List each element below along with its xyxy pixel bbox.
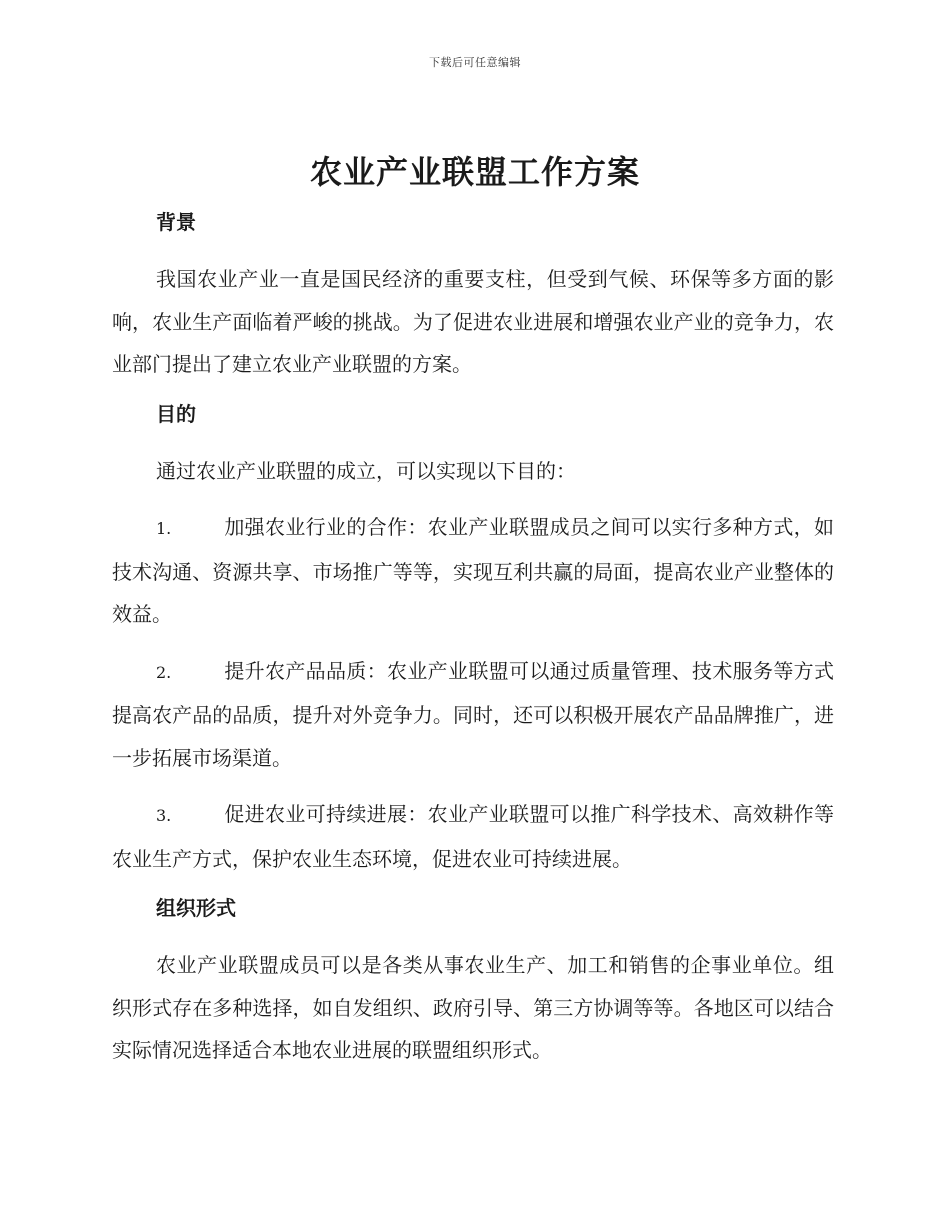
list-item-text: 提升农产品品质：农业产业联盟可以通过质量管理、技术服务等方式提高农产品的品质，提升对外竞争力。同时，还可以积极开展农产品品牌推广，进一步拓展市场渠道。 [112,658,834,770]
purpose-intro: 通过农业产业联盟的成立，可以实现以下目的： [156,458,576,483]
list-item-text: 促进农业可持续进展：农业产业联盟可以推广科学技术、高效耕作等农业生产方式，保护农业生态环境，促进农业可持续进展。 [112,802,834,871]
document-body [112,200,834,1086]
list-item-text: 加强农业行业的合作：农业产业联盟成员之间可以实行多种方式，如技术沟通、资源共享、市场推广等等，实现互利共赢的局面，提高农业产业整体的效益。 [112,515,834,626]
section-heading-background: 背景 [156,210,196,234]
list-item-number: 1. [156,519,172,538]
list-item-number: 3. [156,806,172,825]
purpose-list-item [112,793,834,880]
section-heading-organization: 组织形式 [156,896,236,920]
organization-paragraph: 农业产业联盟成员可以是各类从事农业生产、加工和销售的企事业单位。组织形式存在多种选择，如自发组织、政府引导、第三方协调等等。各地区可以结合实际情况选择适合本地农业进展的联盟组织形式。 [112,953,834,1062]
purpose-list-item [112,650,834,780]
page-header-note: 下载后可任意编辑 [429,56,521,69]
document-title: 农业产业联盟工作方案 [309,153,640,191]
purpose-list-item [112,506,834,636]
section-heading-purpose: 目的 [156,401,196,426]
background-paragraph: 我国农业产业一直是国民经济的重要支柱，但受到气候、环保等多方面的影响，农业生产面临着严峻的挑战。为了促进农业进展和增强农业产业的竞争力，农业部门提出了建立农业产业联盟的方案。 [112,267,834,376]
list-item-number: 2. [156,662,172,682]
